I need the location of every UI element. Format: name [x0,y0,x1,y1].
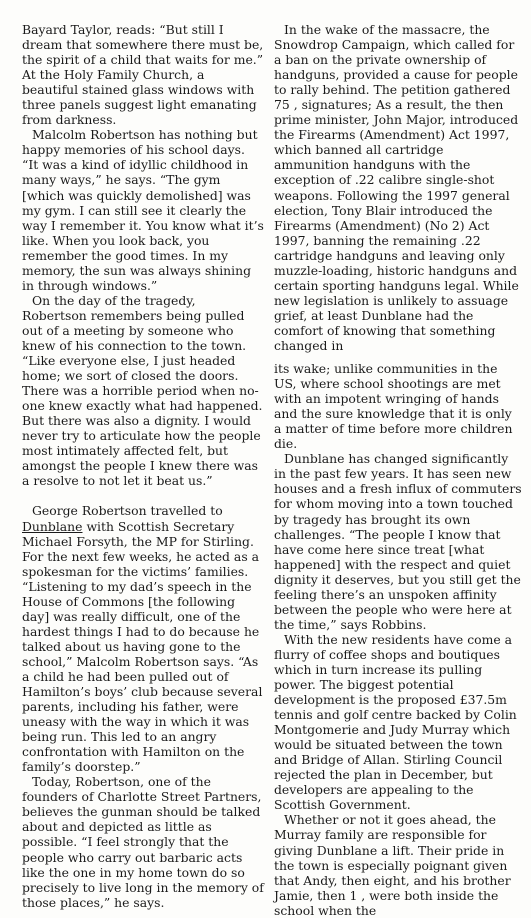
paragraph: Today, Robertson, one of the founders of Charlotte Street Partners, believes the gunman should be talked about and depicted as little as possible. “I feel strongly that the people who carry out barbaric acts like the one in my home town do so precisely to live long in the memory of those places,” he says. [22,774,264,910]
paragraph-text: with Scottish Secretary Michael Forsyth, the MP for Stirling. For the next few weeks, he acted as a spokesman for the victims’ families. “Listening to my dad’s speech in the House of Commons [the following day] was really difficult, one of the hardest things I had to do because he talked about us having gone to the school,” Malcolm Robertson says. “As a child he had been pulled out of Hamilton’s boys’ club because several parents, including his father, were uneasy with the way in which it was being run. This led to an angry confrontation with Hamilton on the family’s doorstep.” [22,518,263,775]
paragraph: On the day of the tragedy, Robertson remembers being pulled out of a meeting by someone who knew of his connection to the town. “Like everyone else, I just headed home; we sort of closed the doors. There was a horrible period when no-one knew exactly what had happened. But there was also a dignity. I would never try to articulate how the people most intimately affected felt, but amongst the people I knew there was a resolve to not let it beat us.” [22,292,263,489]
paragraph [22,503,264,774]
right-column [274,22,522,918]
paragraph: Dunblane has changed significantly in the past few years. It has seen new houses and a fresh influx of commuters for whom moving into a town touched by tragedy has brought its own challenges. “The people I know that have come here since treat [what happened] with the respect and quiet dignity it deserves, but you still get the feeling there’s an unspoken affinity between the people who were here at the time,” says Robbins. [274,451,522,632]
paragraph: Bayard Taylor, reads: “But still I dream that somewhere there must be, the spirit of a child that waits for me.” At the Holy Family Church, a beautiful stained glass windows with three panels suggest light emanating from darkness. [22,22,264,128]
paragraph-spacer [22,488,264,503]
left-column [22,22,264,910]
paragraph: Malcolm Robertson has nothing but happy memories of his school days. “It was a kind of idyllic childhood in many ways,” he says. “The gym [which was quickly demolished] was my gym. I can still see it clearly the way I remember it. You know what it’s like. When you look back, you remember the good times. In my memory, the sun was always shining in through windows.” [22,127,264,293]
paragraph-text: George Robertson travelled to [32,503,223,519]
paragraph: Whether or not it goes ahead, the Murray family are responsible for giving Dunblane a lift. Their pride in the town is especially poignant given that Andy, then eight, and his brother Jamie, then 1 , were both inside the school when the [274,812,511,918]
paragraph: With the new residents have come a flurry of coffee shops and boutiques which in turn increase its pulling power. The biggest potential development is the proposed £37.5m tennis and golf centre backed by Colin Montgomerie and Judy Murray which would be situated between the town and Bridge of Allan. Stirling Council rejected the plan in December, but developers are appealing to the Scottish Government. [274,631,517,813]
place-name-link[interactable]: Dunblane [22,518,83,534]
paragraph: its wake; unlike communities in the US, where school shootings are met with an impotent wringing of hands and the sure knowledge that it is only a matter of time before more children die. [274,361,513,452]
paragraph-spacer [274,353,522,361]
paragraph: In the wake of the massacre, the Snowdrop Campaign, which called for a ban on the private ownership of handguns, provided a cause for people to rally behind. The petition gathered 75 , signatures; As a result, the then prime minister, John Major, introduced the Firearms (Amendment) Act 1997, which banned all cartridge ammunition handguns with the exception of .22 calibre single-shot weapons. Following the 1997 general election, Tony Blair introduced the Firearms (Amendment) (No 2) Act 1997, banning the remaining .22 cartridge handguns and leaving only muzzle-loading, historic handguns and certain sporting handguns legal. While new legislation is unlikely to assuage grief, at least Dunblane had the comfort of knowing that something changed in [274,22,519,353]
